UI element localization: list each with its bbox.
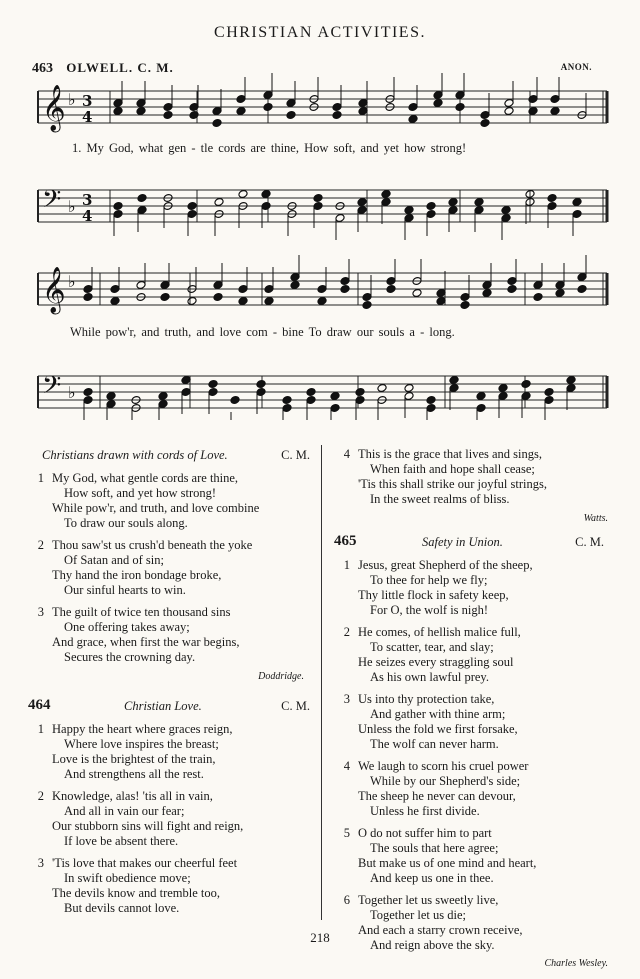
note-head xyxy=(504,107,514,116)
verse-line: If love be absent there. xyxy=(64,834,179,848)
note-head xyxy=(577,285,587,294)
verse-line: Unless the fold we first forsake, xyxy=(358,722,518,736)
hymn-465-verse-4 xyxy=(334,759,618,819)
bass-clef-icon: 𝄢 xyxy=(42,371,62,406)
verse-number: 4 xyxy=(343,759,350,773)
note-head xyxy=(261,190,271,199)
verse-line: How soft, and yet how strong! xyxy=(64,486,217,500)
note-head xyxy=(313,194,323,203)
verse-line: Of Satan and of sin; xyxy=(64,553,164,567)
note-head xyxy=(386,285,396,294)
verse-line: 6 Together let us sweetly live, xyxy=(334,893,618,908)
note-head xyxy=(480,119,490,128)
hymn-465-title: Safety in Union. xyxy=(422,535,503,549)
note-head xyxy=(566,376,576,385)
verse-number: 1 xyxy=(37,722,44,736)
note-head xyxy=(163,111,173,120)
left-column xyxy=(28,447,314,923)
hymn-464-title: Christian Love. xyxy=(124,699,202,713)
note-head xyxy=(507,285,517,294)
note-head xyxy=(213,293,223,302)
note-head xyxy=(533,293,543,302)
hymn-465-verse-3 xyxy=(334,692,618,752)
hymn-463-heading xyxy=(28,447,314,465)
note-head xyxy=(474,198,484,207)
hymn-463-author-2: Watts. xyxy=(583,513,608,524)
note-head xyxy=(547,194,557,203)
verse-line: Together let us die; xyxy=(370,908,466,922)
verse-line: 3 Us into thy protection take, xyxy=(334,692,618,707)
verse-line: And all in vain our fear; xyxy=(64,804,185,818)
verse-line: While by our Shepherd's side; xyxy=(370,774,521,788)
note-head xyxy=(113,107,123,116)
verse-number: 2 xyxy=(343,625,350,639)
hymn-465-verse-2 xyxy=(334,625,618,685)
verse-line: To draw our souls along. xyxy=(64,516,188,530)
verse-line: And grace, when first the war begins, xyxy=(52,635,240,649)
verse-line: Secures the crowning day. xyxy=(64,650,196,664)
note-head xyxy=(106,392,116,401)
hymn-463-verse-1 xyxy=(28,471,314,531)
verse-line: One offering takes away; xyxy=(64,620,190,634)
verse-line: 1 Happy the heart where graces reign, xyxy=(28,722,314,737)
note-head xyxy=(236,107,246,116)
hymn-464-heading xyxy=(28,698,314,716)
flat-icon: ♭ xyxy=(68,272,76,291)
note-head xyxy=(230,396,240,405)
note-head xyxy=(286,111,296,120)
note-head xyxy=(362,301,372,310)
verse-number: 3 xyxy=(37,856,44,870)
note-head xyxy=(189,111,199,120)
bass-clef-icon: 𝄢 xyxy=(42,185,62,220)
flat-icon: ♭ xyxy=(68,383,76,402)
verse-line: Love is the brightest of the train, xyxy=(52,752,216,766)
note-head xyxy=(282,396,292,405)
hymn-463-meter: C. M. xyxy=(281,448,310,462)
verse-number: 1 xyxy=(37,471,44,485)
hymn-465-meter: C. M. xyxy=(575,535,604,549)
hymn-464-meter: C. M. xyxy=(281,699,310,713)
note-head xyxy=(137,194,147,203)
verse-line: He seizes every straggling soul xyxy=(358,655,514,669)
note-head xyxy=(460,301,470,310)
hymn-463-author: Doddridge. xyxy=(258,671,304,682)
note-head xyxy=(377,384,387,393)
verse-line: 5 O do not suffer him to part xyxy=(334,826,618,841)
verse-line: 1 Jesus, great Shepherd of the sheep, xyxy=(334,558,618,573)
time-signature: 4 xyxy=(82,207,93,225)
verse-line: And strengthens all the rest. xyxy=(64,767,204,781)
note-head xyxy=(501,206,511,215)
note-head xyxy=(264,297,274,306)
music-score xyxy=(0,0,640,420)
verse-line: Our stubborn sins will fight and reign, xyxy=(52,819,244,833)
note-head xyxy=(357,198,367,207)
time-signature: 3 xyxy=(82,191,93,209)
verse-line: The souls that here agree; xyxy=(370,841,499,855)
hymn-464-verse-1 xyxy=(28,722,314,782)
note-head xyxy=(521,380,531,389)
flat-icon: ♭ xyxy=(68,197,76,216)
note-head xyxy=(136,107,146,116)
verse-number: 5 xyxy=(343,826,350,840)
treble-clef-icon: 𝄞 xyxy=(42,85,66,131)
hymn-465-verse-5 xyxy=(334,826,618,886)
note-head xyxy=(412,289,422,298)
hymn-463-verse-2 xyxy=(28,538,314,598)
note-head xyxy=(448,198,458,207)
note-head xyxy=(433,99,443,108)
note-head xyxy=(187,202,197,211)
verse-line: Unless he first divide. xyxy=(370,804,480,818)
verse-line: 3 'Tis love that makes our cheerful feet xyxy=(28,856,314,871)
note-head xyxy=(158,392,168,401)
hymn-464-number: 464 xyxy=(28,697,51,713)
verse-line: 1 My God, what gentle cords are thine, xyxy=(28,471,314,486)
tune-number: 463 xyxy=(32,61,53,76)
verse-line: The sheep he never can devour, xyxy=(358,789,516,803)
hymn-463-verse-3 xyxy=(28,605,314,665)
verse-line: Where love inspires the breast; xyxy=(64,737,219,751)
note-head xyxy=(317,297,327,306)
verse-line: And reign above the sky. xyxy=(370,938,495,952)
verse-line: When faith and hope shall cease; xyxy=(370,462,535,476)
time-signature: 4 xyxy=(82,108,93,126)
note-head xyxy=(238,297,248,306)
note-head xyxy=(208,380,218,389)
verse-line: But make us of one mind and heart, xyxy=(358,856,537,870)
verse-line: While pow'r, and truth, and love combine xyxy=(52,501,260,515)
note-head xyxy=(214,198,224,207)
verse-line: The devils know and tremble too, xyxy=(52,886,221,900)
hymn-464-verse-2 xyxy=(28,789,314,849)
verse-line: In swift obedience move; xyxy=(64,871,191,885)
verse-line: And each a starry crown receive, xyxy=(358,923,523,937)
right-column xyxy=(334,447,618,979)
note-head xyxy=(555,289,565,298)
hymn-463-title: Christians drawn with cords of Love. xyxy=(42,448,228,462)
verse-line: In the sweet realms of bliss. xyxy=(370,492,510,506)
verse-number: 2 xyxy=(37,789,44,803)
time-signature: 3 xyxy=(82,92,93,110)
note-head xyxy=(332,111,342,120)
verse-line: 3 The guilt of twice ten thousand sins xyxy=(28,605,314,620)
note-head xyxy=(256,380,266,389)
note-head xyxy=(306,388,316,397)
note-head xyxy=(476,392,486,401)
note-head xyxy=(482,289,492,298)
note-head xyxy=(238,190,248,199)
verse-line: And keep us one in thee. xyxy=(370,871,494,885)
note-head xyxy=(544,388,554,397)
treble-clef-icon: 𝄞 xyxy=(42,267,66,313)
verse-line: But devils cannot love. xyxy=(64,901,180,915)
verse-number: 3 xyxy=(37,605,44,619)
note-head xyxy=(404,384,414,393)
note-head xyxy=(160,293,170,302)
verse-number: 3 xyxy=(343,692,350,706)
flat-icon: ♭ xyxy=(68,90,76,109)
note-head xyxy=(498,384,508,393)
note-head xyxy=(449,376,459,385)
music-lyric-line-1: 1. My God, what gen - tle cords are thine, How soft, and yet how strong! xyxy=(72,141,467,155)
verse-line: 2 Knowledge, alas! 'tis all in vain, xyxy=(28,789,314,804)
verse-line: Thy little flock in safety keep, xyxy=(358,588,509,602)
note-head xyxy=(113,202,123,211)
column-divider xyxy=(321,445,322,920)
hymn-465-heading xyxy=(334,534,618,552)
note-head xyxy=(187,297,197,306)
tune-name: OLWELL. C. M. xyxy=(66,60,174,75)
note-head xyxy=(381,190,391,199)
verse-line: As his own lawful prey. xyxy=(370,670,489,684)
note-head xyxy=(528,107,538,116)
note-head xyxy=(404,206,414,215)
note-head xyxy=(263,103,273,112)
verse-line: Our sinful hearts to win. xyxy=(64,583,186,597)
verse-number: 4 xyxy=(343,447,350,461)
verse-number: 2 xyxy=(37,538,44,552)
note-head xyxy=(110,297,120,306)
verse-line: And gather with thine arm; xyxy=(370,707,506,721)
verse-line: 4 We laugh to scorn his cruel power xyxy=(334,759,618,774)
hymn-465-number: 465 xyxy=(334,533,357,549)
verse-line: For O, the wolf is nigh! xyxy=(370,603,489,617)
verse-line: 2 Thou saw'st us crush'd beneath the yoke xyxy=(28,538,314,553)
note-head xyxy=(408,115,418,124)
verse-number: 1 xyxy=(343,558,350,572)
verse-line: 2 He comes, of hellish malice full, xyxy=(334,625,618,640)
verse-number: 6 xyxy=(343,893,350,907)
note-head xyxy=(83,293,93,302)
tune-composer: ANON. xyxy=(560,62,592,72)
note-head xyxy=(290,281,300,290)
note-head xyxy=(426,202,436,211)
note-head xyxy=(330,392,340,401)
page-number: 218 xyxy=(310,930,330,945)
note-head xyxy=(426,396,436,405)
hymn-465-author: Charles Wesley. xyxy=(544,958,608,969)
note-head xyxy=(572,198,582,207)
music-lyric-line-2: While pow'r, and truth, and love com - bine To draw our souls a - long. xyxy=(70,325,455,339)
note-head xyxy=(550,107,560,116)
hymn-465-verse-1 xyxy=(334,558,618,618)
note-head xyxy=(455,103,465,112)
note-head xyxy=(355,388,365,397)
running-header: CHRISTIAN ACTIVITIES. xyxy=(214,24,426,41)
verse-line: To thee for help we fly; xyxy=(370,573,488,587)
note-head xyxy=(212,119,222,128)
note-head xyxy=(83,388,93,397)
note-head xyxy=(340,285,350,294)
verse-line: The wolf can never harm. xyxy=(370,737,499,751)
verse-line: Thy hand the iron bondage broke, xyxy=(52,568,222,582)
hymn-464-verse-3 xyxy=(28,856,314,916)
verse-line: 4 This is the grace that lives and sings, xyxy=(334,447,618,462)
verse-line: To scatter, tear, and slay; xyxy=(370,640,494,654)
hymn-463-verse-4 xyxy=(334,447,618,507)
verse-line: 'Tis this shall strike our joyful strings, xyxy=(358,477,547,491)
